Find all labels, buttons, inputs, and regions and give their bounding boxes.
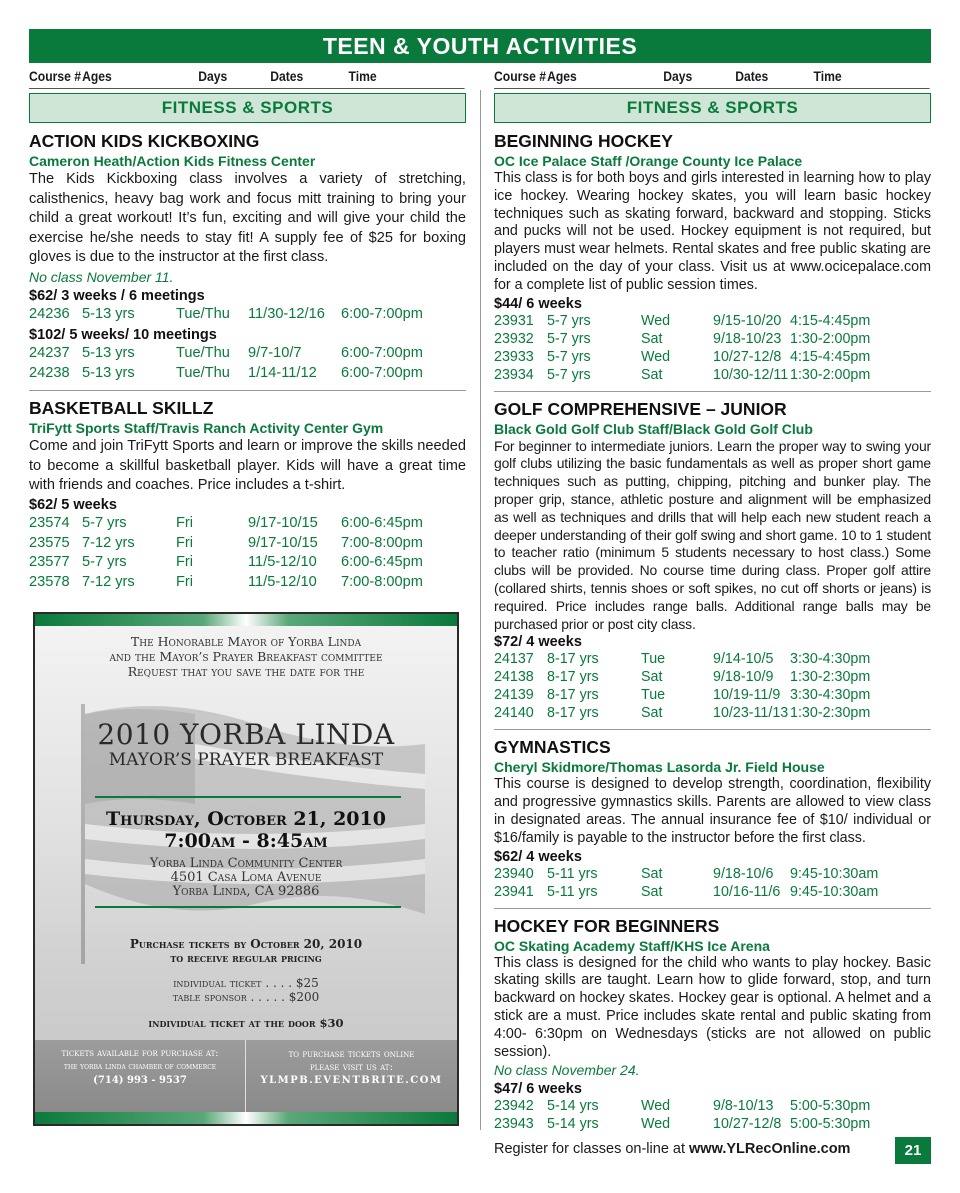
schedule-row: [494, 884, 931, 902]
header-time: Time: [813, 69, 842, 84]
flyer-venue-3: Yorba Linda, CA 92886: [172, 884, 320, 899]
course-title: ACTION KIDS KICKBOXING: [29, 131, 260, 151]
schedule-row: [29, 345, 466, 365]
schedule-row: [29, 535, 466, 555]
section-title: FITNESS & SPORTS: [29, 93, 466, 123]
date-range: 10/23-11/13: [713, 705, 789, 722]
course-number: 24236: [29, 306, 70, 322]
schedule-row: [494, 705, 931, 723]
course-number: 24139: [494, 687, 534, 704]
date-range: 9/18-10/6: [713, 865, 774, 882]
time-range: 6:00-6:45pm: [341, 515, 423, 532]
section-title: FITNESS & SPORTS: [494, 93, 931, 123]
time-range: 6:00-7:00pm: [341, 364, 423, 381]
flyer-date: Thursday, October 21, 2010: [106, 808, 386, 830]
time-range: 5:00-5:30pm: [790, 1116, 871, 1133]
age-range: 5-7 yrs: [547, 330, 591, 347]
age-range: 8-17 yrs: [547, 687, 599, 704]
date-range: 9/17-10/15: [248, 515, 318, 532]
schedule-row: [494, 687, 931, 705]
age-range: 5-7 yrs: [547, 312, 591, 329]
schedule-row: [494, 866, 931, 884]
right-course-list: [494, 130, 931, 1140]
flyer-subtitle: MAYOR’S PRAYER BREAKFAST: [108, 750, 384, 770]
course-number: 23578: [29, 574, 70, 591]
age-range: 5-14 yrs: [547, 1098, 599, 1115]
schedule-row: [494, 367, 931, 385]
age-range: 5-7 yrs: [547, 366, 591, 383]
course-number: 24138: [494, 669, 534, 686]
breakfast-flyer: [33, 612, 459, 1126]
flyer-top-bar: [35, 614, 457, 626]
course-title: GYMNASTICS: [494, 737, 611, 758]
header-time: Time: [348, 69, 377, 84]
footer-url-link[interactable]: www.YLRecOnline.com: [689, 1141, 851, 1157]
meeting-days: Sat: [641, 865, 663, 882]
course-price: $62/ 5 weeks: [29, 496, 117, 513]
meeting-days: Sat: [641, 330, 663, 347]
schedule-row: [29, 574, 466, 594]
age-range: 7-12 yrs: [82, 574, 135, 591]
time-range: 9:45-10:30am: [790, 865, 879, 882]
course-price: $62/ 3 weeks / 6 meetings: [29, 287, 205, 304]
course-price: $102/ 5 weeks/ 10 meetings: [29, 326, 217, 343]
course-instructor: Black Gold Golf Club Staff/Black Gold Golf Club: [494, 420, 813, 437]
date-range: 9/14-10/5: [713, 651, 774, 668]
schedule-row: [494, 349, 931, 367]
course-instructor: OC Ice Palace Staff /Orange County Ice Palace: [494, 153, 803, 169]
time-range: 6:00-7:00pm: [341, 306, 423, 322]
date-range: 1/14-11/12: [248, 364, 317, 381]
time-range: 1:30-2:30pm: [790, 705, 871, 722]
schedule-row: [494, 331, 931, 349]
course-title: BEGINNING HOCKEY: [494, 131, 673, 151]
schedule-row: [494, 313, 931, 331]
meeting-days: Tue/Thu: [176, 345, 230, 362]
age-range: 5-7 yrs: [547, 348, 591, 365]
course-title: HOCKEY FOR BEGINNERS: [494, 915, 720, 936]
time-range: 7:00-8:00pm: [341, 534, 423, 551]
schedule-row: [29, 554, 466, 574]
course-block: [494, 736, 931, 908]
date-range: 9/8-10/13: [713, 1098, 774, 1115]
meeting-days: Fri: [176, 574, 194, 591]
header-dates: Dates: [735, 69, 769, 84]
course-description: For beginner to intermediate juniors. Learn the proper way to swing your golf clubs utilizing the basic fundamentals as well as proper short game techniques such as putting, chipping, pitching and bunker play. The proper grip, stance, athletic posture and alignment will be emphasized as well as techniques and drills that will help each new student reach a deeper understanding of their golf swing and short game. 10 to 1 student to teacher ratio (minimum 5 students necessary to host class.) Some clubs will be provided. No course time during class. Proper golf attire (collared shirts, tennis shoes or soft spikes, no cut off shorts or jeans) is required. Price includes range balls. Additional range balls may be purchased prior or post city class.: [494, 437, 931, 632]
course-number: 23934: [494, 366, 534, 383]
time-range: 1:30-2:00pm: [790, 330, 871, 347]
header-days: Days: [663, 69, 693, 84]
page-number: 21: [895, 1137, 931, 1164]
date-range: 9/18-10/9: [713, 669, 774, 686]
date-range: 11/5-12/10: [248, 574, 317, 591]
course-description: Come and join TriFytt Sports and learn or improve the skills needed to become a skillful basketball player. Kids will have a great time with friends and coaches. Price includes a t-shirt.: [29, 438, 466, 494]
course-number: 23932: [494, 330, 534, 347]
date-range: 11/5-12/10: [248, 554, 317, 571]
meeting-days: Tue/Thu: [176, 364, 230, 381]
time-range: 7:00-8:00pm: [341, 574, 423, 591]
flyer-right-box-2: please visit us at:: [309, 1061, 394, 1073]
meeting-days: Tue: [641, 651, 666, 668]
schedule-row: [494, 651, 931, 669]
date-range: 9/7-10/7: [248, 345, 302, 362]
left-course-list: [29, 130, 466, 600]
course-instructor: Cheryl Skidmore/Thomas Lasorda Jr. Field House: [494, 759, 825, 776]
date-range: 9/17-10/15: [248, 534, 318, 551]
flyer-venue-1: Yorba Linda Community Center: [149, 856, 343, 871]
course-block: [29, 397, 466, 599]
course-number: 23942: [494, 1098, 534, 1115]
age-range: 7-12 yrs: [82, 534, 135, 551]
date-range: 10/27-12/8: [713, 348, 782, 365]
course-number: 23577: [29, 554, 70, 571]
course-description: The Kids Kickboxing class involves a variety of stretching, calisthenics, heavy bag work and focus mitt training to bring your child a great workout! It’s fun, exciting and will give your child the exercise he/she needs to stay fit! A supply fee of $25 for boxing gloves is due to the instructor at the first class.: [29, 171, 466, 265]
course-note: No class November 11.: [29, 268, 174, 285]
meeting-days: Wed: [641, 312, 671, 329]
course-description: This class is for both boys and girls interested in learning how to play ice hockey. Wearing hockey skates, you will learn basic hockey techniques such as skating forward, backward and stopping. Sticks and pucks will not be used. Hockey equipment is not required, but players must wear helmets. Rental skates and free public skating are included on the day of your class. Visit us at www.ocicepalace.com for a complete list of public session times.: [494, 170, 931, 293]
course-title: GOLF COMPREHENSIVE – JUNIOR: [494, 398, 787, 419]
course-price: $72/ 4 weeks: [494, 634, 582, 651]
date-range: 9/18-10/23: [713, 330, 782, 347]
time-range: 4:15-4:45pm: [790, 312, 871, 329]
course-number: 23931: [494, 312, 534, 329]
meeting-days: Wed: [641, 1098, 671, 1115]
meeting-days: Tue: [641, 687, 666, 704]
right-column-header: [494, 67, 930, 89]
date-range: 11/30-12/16: [248, 306, 325, 322]
course-number: 24238: [29, 364, 70, 381]
time-range: 9:45-10:30am: [790, 883, 879, 900]
course-number: 24137: [494, 651, 534, 668]
flyer-purchase-by: Purchase tickets by October 20, 2010: [129, 937, 363, 951]
schedule-row: [29, 306, 466, 326]
age-range: 8-17 yrs: [547, 705, 599, 722]
header-days: Days: [198, 69, 228, 84]
flyer-venue-2: 4501 Casa Loma Avenue: [170, 870, 322, 885]
meeting-days: Sat: [641, 366, 663, 383]
time-range: 1:30-2:00pm: [790, 366, 871, 383]
course-number: 23574: [29, 515, 70, 532]
age-range: 5-7 yrs: [82, 515, 127, 532]
flyer-left-box-3: (714) 993 - 9537: [93, 1075, 187, 1086]
schedule-row: [494, 1098, 931, 1116]
flyer-left-box-2: the yorba linda chamber of commerce: [63, 1062, 217, 1072]
flyer-intro-1: The Honorable Mayor of Yorba Linda: [130, 634, 362, 649]
left-column: [29, 93, 466, 606]
column-divider: [480, 90, 481, 1130]
flyer-left-box-1: tickets available for purchase at:: [61, 1048, 219, 1059]
course-number: 23943: [494, 1116, 534, 1133]
header-course: Course #: [494, 69, 547, 84]
course-title: BASKETBALL SKILLZ: [29, 398, 214, 419]
header-ages: Ages: [82, 69, 112, 84]
course-price: $47/ 6 weeks: [494, 1081, 582, 1098]
flyer-intro-2: and the Mayor’s Prayer Breakfast committee: [109, 649, 383, 664]
flyer-time: 7:00am - 8:45am: [164, 830, 328, 852]
course-instructor: OC Skating Academy Staff/KHS Ice Arena: [494, 937, 770, 954]
flyer-individual-price: individual ticket . . . . $25: [173, 976, 319, 990]
age-range: 5-13 yrs: [82, 306, 135, 322]
date-range: 10/16-11/6: [713, 883, 781, 900]
age-range: 5-11 yrs: [547, 865, 598, 882]
course-number: 23933: [494, 348, 534, 365]
meeting-days: Wed: [641, 348, 671, 365]
meeting-days: Wed: [641, 1116, 671, 1133]
course-note: No class November 24.: [494, 1062, 640, 1079]
date-range: 9/15-10/20: [713, 312, 782, 329]
course-number: 23941: [494, 883, 534, 900]
schedule-row: [29, 365, 466, 385]
date-range: 10/30-12/11: [713, 366, 789, 383]
left-column-header: [29, 67, 465, 89]
flyer-right-box-3: YLMPB.EVENTBRITE.COM: [260, 1075, 443, 1086]
age-range: 8-17 yrs: [547, 651, 599, 668]
course-number: 23940: [494, 865, 534, 882]
time-range: 3:30-4:30pm: [790, 651, 871, 668]
course-instructor: TriFytt Sports Staff/Travis Ranch Activity Center Gym: [29, 420, 384, 437]
age-range: 5-13 yrs: [82, 345, 135, 362]
meeting-days: Tue/Thu: [176, 306, 230, 322]
schedule-row: [494, 669, 931, 687]
course-block: [29, 130, 466, 391]
header-dates: Dates: [270, 69, 304, 84]
meeting-days: Fri: [176, 534, 194, 551]
flyer-regular-pricing: to receive regular pricing: [170, 952, 322, 965]
course-block: [494, 130, 931, 392]
time-range: 6:00-7:00pm: [341, 345, 423, 362]
course-block: [494, 915, 931, 1141]
header-ages: Ages: [547, 69, 577, 84]
course-description: This course is designed to develop strength, coordination, flexibility and progressive gymnastics skills. Parents are allowed to view class in designated areas. The annual insurance fee of $10/ individual or $16/family is payable to the instructor before the first class.: [494, 776, 931, 846]
footer-prefix: Register for classes on-line at: [494, 1141, 690, 1157]
date-range: 10/19-11/9: [713, 687, 781, 704]
course-description: This class is designed for the child who wants to play hockey. Basic skating skills are taught. Learn how to glide forward, stop, and turn backward on hockey skates. Hockey gear is optional. A helmet and a stick are a must. Price includes skate rental and public skating from 4:00- 6:30pm on Wednesdays (sticks are not allowed on public session).: [494, 954, 931, 1060]
meeting-days: Sat: [641, 705, 663, 722]
header-course: Course #: [29, 69, 82, 84]
flyer-sponsor-price: table sponsor . . . . . $200: [172, 990, 320, 1004]
course-price: $44/ 6 weeks: [494, 295, 582, 312]
meeting-days: Fri: [176, 515, 194, 532]
meeting-days: Fri: [176, 554, 194, 571]
time-range: 5:00-5:30pm: [790, 1098, 871, 1115]
age-range: 8-17 yrs: [547, 669, 599, 686]
flyer-bottom-bar: [35, 1112, 457, 1124]
age-range: 5-14 yrs: [547, 1116, 599, 1133]
course-number: 24237: [29, 345, 70, 362]
flyer-title: 2010 YORBA LINDA: [97, 718, 395, 751]
footer-register: [494, 1141, 850, 1157]
flyer-intro-3: Request that you save the date for the: [127, 664, 365, 679]
time-range: 3:30-4:30pm: [790, 687, 871, 704]
meeting-days: Sat: [641, 883, 663, 900]
flyer-door-price: individual ticket at the door $30: [148, 1016, 344, 1030]
age-range: 5-7 yrs: [82, 554, 127, 571]
time-range: 4:15-4:45pm: [790, 348, 871, 365]
course-number: 24140: [494, 705, 534, 722]
flyer-ticket-info: [35, 1040, 457, 1112]
flyer-right-box-1: to purchase tickets online: [288, 1048, 415, 1060]
page-banner: TEEN & YOUTH ACTIVITIES: [29, 29, 931, 63]
course-instructor: Cameron Heath/Action Kids Fitness Center: [29, 153, 316, 169]
schedule-row: [494, 1116, 931, 1134]
schedule-row: [29, 515, 466, 535]
age-range: 5-13 yrs: [82, 364, 135, 381]
date-range: 10/27-12/8: [713, 1116, 782, 1133]
time-range: 1:30-2:30pm: [790, 669, 871, 686]
course-price: $62/ 4 weeks: [494, 848, 582, 865]
meeting-days: Sat: [641, 669, 663, 686]
course-number: 23575: [29, 534, 70, 551]
time-range: 6:00-6:45pm: [341, 554, 423, 571]
flyer-divider: [95, 906, 401, 908]
flyer-divider: [95, 796, 401, 798]
right-column: [494, 93, 931, 1146]
age-range: 5-11 yrs: [547, 883, 598, 900]
course-block: [494, 398, 931, 731]
